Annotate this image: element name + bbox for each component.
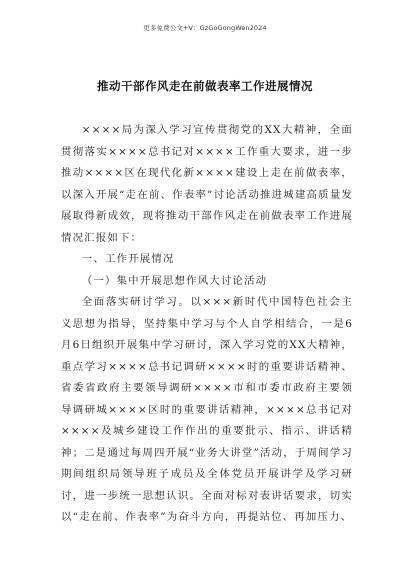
subsection-heading: （一）集中开展思想作风大讨论活动 [81,274,268,287]
document-body [61,120,353,529]
body-paragraph: 全面落实研讨学习。以×××新时代中国特色社会主义思想为指导，坚持集中学习与个人自学相结合，一是6月6日组织开展集中学习研讨，深入学习党的XX大精神，重点学习××××总书记调研××××时的重要讲话精神、省委省政府主要领导调研××××市和市委市政府主要领导调研城××××区时的重要讲话精神，××××总书记对××××及城乡建设工作作出的重要批示、指示、讲话精神；二是通过每周四开展“业务大讲堂”活动，于周间学习期间组织局领导班子成员及全体党员开展讲学及学习研讨，进一步统一思想认识。全面对标对表讲话要求，切实以“走在前、作表率”为奋斗方向，再提站位、再加压力、 [61,296,353,523]
intro-paragraph: ××××局为深入学习宣传贯彻党的XX大精神，全面贯彻落实××××总书记对××××工作重大要求，进一步推动××××区在现代化新××××建设上走在前做表率，以深入开展“走在前、作表率”讨论活动推进城建高质量发展取得新成效，现将推动干部作风走在前做表率工作进展情况汇报如下： [61,124,353,244]
section-heading: 一、工作开展情况 [81,253,175,265]
document-title: 推动干部作风走在前做表率工作进展情况 [97,79,313,93]
header-note: 更多免费公文+V：GzGoGongWen2024 [143,24,267,32]
